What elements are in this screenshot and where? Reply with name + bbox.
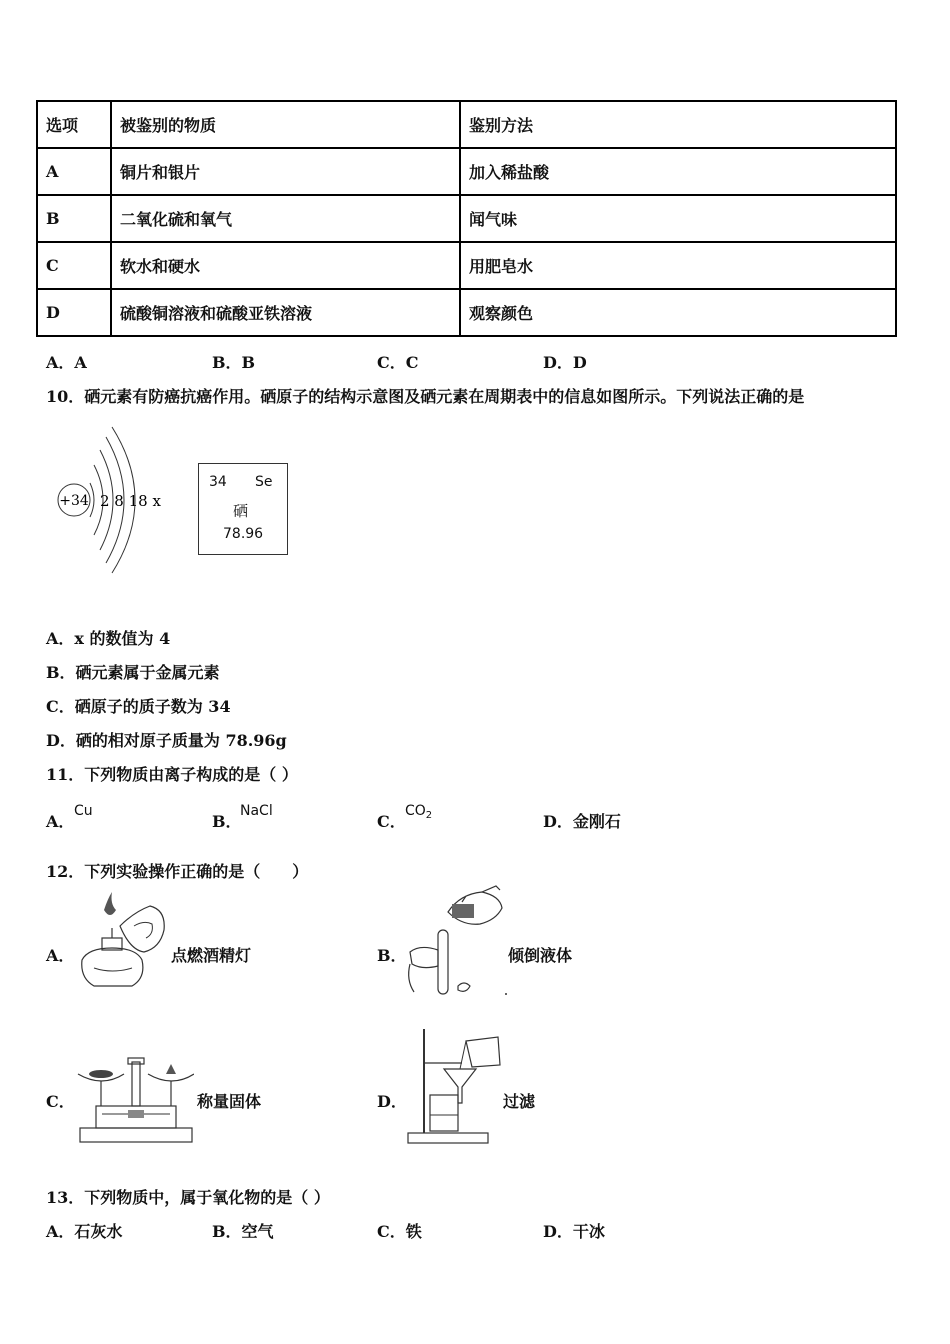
table-row xyxy=(37,242,896,289)
caption-pour-liquid: 倾倒液体 xyxy=(508,946,573,965)
q9-option-b[interactable]: B．B xyxy=(212,353,256,372)
formula-co2 xyxy=(405,803,432,821)
element-name: 硒 xyxy=(233,502,249,520)
atomic-mass: 78.96 xyxy=(223,526,264,542)
q10-stem: 10．硒元素有防癌抗癌作用。硒原子的结构示意图及硒元素在周期表中的信息如图所示。下列说法正确的是 xyxy=(46,387,805,406)
q9-table xyxy=(36,100,897,337)
q12-option-a[interactable]: A． xyxy=(46,946,75,965)
table-cell: D xyxy=(37,289,111,336)
alcohol-lamp-illustration xyxy=(74,890,169,995)
table-cell: 加入稀盐酸 xyxy=(460,148,896,195)
formula-co: CO xyxy=(405,803,426,819)
balance-scale-illustration xyxy=(74,1050,194,1145)
table-cell: 用肥皂水 xyxy=(460,242,896,289)
table-cell: 铜片和银片 xyxy=(111,148,460,195)
atomic-number: 34 xyxy=(209,474,227,490)
q11-option-a[interactable] xyxy=(46,809,74,832)
q9-option-a[interactable]: A．A xyxy=(46,353,87,372)
q10-option-c[interactable]: C．硒原子的质子数为 34 xyxy=(46,697,231,716)
option-label: C． xyxy=(377,812,406,831)
q11-stem: 11．下列物质由离子构成的是（ ） xyxy=(46,765,298,784)
header-cell: 选项 xyxy=(37,101,111,148)
caption-light-lamp: 点燃酒精灯 xyxy=(171,946,252,965)
pouring-liquid-illustration xyxy=(404,884,514,999)
shell-electrons: 2 8 18 x xyxy=(100,492,161,510)
q13-option-c[interactable]: C．铁 xyxy=(377,1222,422,1241)
nucleus-charge: +34 xyxy=(59,493,89,509)
caption-weigh-solid: 称量固体 xyxy=(197,1092,262,1111)
table-row xyxy=(37,195,896,242)
header-cell: 鉴别方法 xyxy=(460,101,896,148)
formula-subscript: 2 xyxy=(425,810,433,821)
q11-option-c[interactable] xyxy=(377,809,406,832)
table-cell: 二氧化硫和氧气 xyxy=(111,195,460,242)
element-symbol: Se xyxy=(255,474,273,490)
filtration-illustration xyxy=(404,1025,504,1145)
q12-stem: 12．下列实验操作正确的是（ ） xyxy=(46,862,309,881)
table-header-row xyxy=(37,101,896,148)
table-cell: 闻气味 xyxy=(460,195,896,242)
q11-option-b[interactable] xyxy=(212,809,242,832)
table-row xyxy=(37,289,896,336)
caption-filtration: 过滤 xyxy=(503,1092,536,1111)
q10-option-a[interactable]: A．x 的数值为 4 xyxy=(46,629,171,648)
q10-option-d[interactable]: D．硒的相对原子质量为 78.96g xyxy=(46,731,287,750)
shell-arc xyxy=(90,483,94,517)
table-cell: 硫酸铜溶液和硫酸亚铁溶液 xyxy=(111,289,460,336)
formula-cu: Cu xyxy=(74,803,93,819)
q12-option-b[interactable]: B． xyxy=(377,946,407,965)
option-label: B． xyxy=(212,812,242,831)
table-cell: C xyxy=(37,242,111,289)
option-label: A． xyxy=(46,812,75,831)
formula-nacl: NaCl xyxy=(240,803,273,819)
table-row xyxy=(37,148,896,195)
q13-stem: 13．下列物质中，属于氧化物的是（ ） xyxy=(46,1188,330,1207)
q13-option-b[interactable]: B．空气 xyxy=(212,1222,274,1241)
q12-option-d[interactable]: D． xyxy=(377,1092,407,1111)
q9-option-c[interactable]: C．C xyxy=(377,353,419,372)
table-cell: 软水和硬水 xyxy=(111,242,460,289)
table-cell: 观察颜色 xyxy=(460,289,896,336)
q13-option-a[interactable]: A．石灰水 xyxy=(46,1222,123,1241)
periodic-table-cell xyxy=(198,463,288,555)
header-cell: 被鉴别的物质 xyxy=(111,101,460,148)
q10-option-b[interactable]: B．硒元素属于金属元素 xyxy=(46,663,220,682)
table-cell: B xyxy=(37,195,111,242)
q9-option-d[interactable]: D．D xyxy=(543,353,587,372)
atom-structure-diagram xyxy=(50,425,170,575)
q11-option-d[interactable]: D．金刚石 xyxy=(543,812,621,831)
q13-option-d[interactable]: D．干冰 xyxy=(543,1222,605,1241)
q12-option-c[interactable]: C． xyxy=(46,1092,75,1111)
table-cell: A xyxy=(37,148,111,195)
